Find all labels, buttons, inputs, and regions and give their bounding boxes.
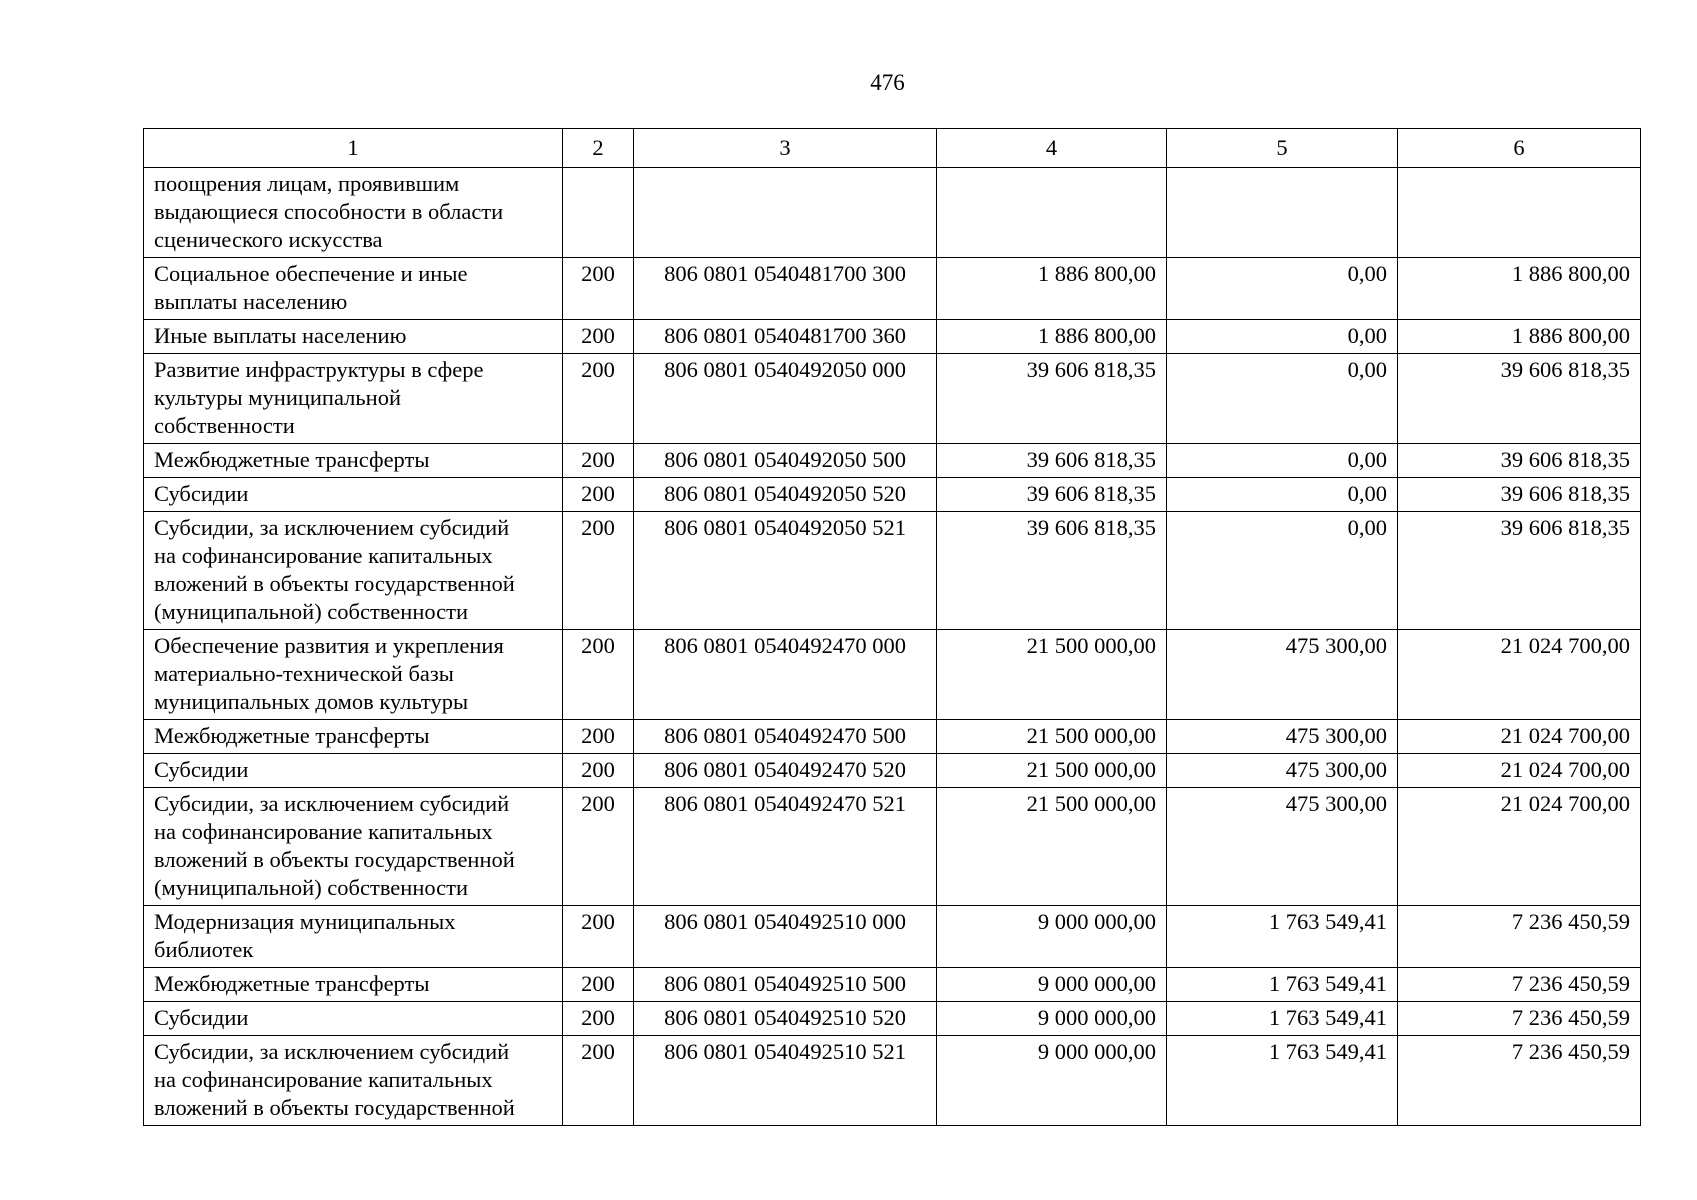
row-name-text: Межбюджетные трансферты bbox=[154, 723, 430, 748]
row-col2-cell bbox=[563, 168, 634, 258]
row-col2-text: 200 bbox=[581, 447, 615, 472]
row-amount-6-text: 21 024 700,00 bbox=[1500, 633, 1630, 658]
table-row bbox=[144, 968, 1641, 1002]
row-code-text: 806 0801 0540492510 500 bbox=[664, 971, 906, 996]
row-amount-5-text: 0,00 bbox=[1347, 515, 1387, 540]
row-amount-4-cell bbox=[937, 630, 1167, 720]
row-amount-6-cell bbox=[1398, 630, 1641, 720]
row-amount-5-cell bbox=[1167, 478, 1398, 512]
row-code-text: 806 0801 0540492510 521 bbox=[664, 1039, 906, 1064]
row-name-text: Межбюджетные трансферты bbox=[154, 447, 430, 472]
row-amount-4-text: 9 000 000,00 bbox=[1037, 1005, 1156, 1030]
row-col2-text: 200 bbox=[581, 757, 615, 782]
row-name-cell bbox=[144, 168, 563, 258]
row-amount-5-text: 0,00 bbox=[1347, 481, 1387, 506]
row-name-cell bbox=[144, 478, 563, 512]
row-amount-6-text: 7 236 450,59 bbox=[1511, 971, 1630, 996]
row-name-cell bbox=[144, 630, 563, 720]
row-col2-text: 200 bbox=[581, 791, 615, 816]
row-amount-4-cell bbox=[937, 168, 1167, 258]
row-code-text: 806 0801 0540492470 500 bbox=[664, 723, 906, 748]
row-name-text: Обеспечение развития и укрепления материально-технической базы муниципальных домов культуры bbox=[154, 633, 504, 714]
row-amount-4-text: 9 000 000,00 bbox=[1037, 1039, 1156, 1064]
row-amount-4-text: 39 606 818,35 bbox=[1026, 481, 1156, 506]
column-header-4: 4 bbox=[937, 129, 1167, 168]
row-amount-6-text: 1 886 800,00 bbox=[1511, 323, 1630, 348]
row-col2-cell bbox=[563, 788, 634, 906]
row-name-text: Субсидии, за исключением субсидий на софинансирование капитальных вложений в объекты государственной (муниципальной) собственности bbox=[154, 515, 515, 624]
row-name-cell bbox=[144, 444, 563, 478]
row-name-text: Межбюджетные трансферты bbox=[154, 971, 430, 996]
row-amount-6-text: 21 024 700,00 bbox=[1500, 757, 1630, 782]
table-body bbox=[144, 168, 1641, 1126]
table-row bbox=[144, 320, 1641, 354]
row-amount-5-text: 1 763 549,41 bbox=[1268, 1039, 1387, 1064]
column-header-6: 6 bbox=[1398, 129, 1641, 168]
row-amount-4-cell bbox=[937, 478, 1167, 512]
table-row bbox=[144, 478, 1641, 512]
row-amount-5-cell bbox=[1167, 320, 1398, 354]
header-row bbox=[144, 129, 1641, 168]
row-name-text: Субсидии bbox=[154, 481, 249, 506]
row-col2-text: 200 bbox=[581, 971, 615, 996]
row-name-cell bbox=[144, 754, 563, 788]
table-row bbox=[144, 630, 1641, 720]
column-header-5: 5 bbox=[1167, 129, 1398, 168]
row-col2-cell bbox=[563, 906, 634, 968]
row-col2-cell bbox=[563, 1036, 634, 1126]
row-amount-5-text: 475 300,00 bbox=[1285, 723, 1387, 748]
row-name-text: Развитие инфраструктуры в сфере культуры муниципальной собственности bbox=[154, 357, 484, 438]
row-amount-4-cell bbox=[937, 512, 1167, 630]
row-amount-4-cell bbox=[937, 444, 1167, 478]
row-amount-5-text: 0,00 bbox=[1347, 357, 1387, 382]
row-amount-4-text: 9 000 000,00 bbox=[1037, 971, 1156, 996]
row-amount-5-text: 475 300,00 bbox=[1285, 757, 1387, 782]
row-amount-6-cell bbox=[1398, 354, 1641, 444]
row-amount-5-text: 475 300,00 bbox=[1285, 633, 1387, 658]
row-code-cell bbox=[634, 258, 937, 320]
row-amount-5-cell bbox=[1167, 788, 1398, 906]
row-amount-5-cell bbox=[1167, 720, 1398, 754]
table-row bbox=[144, 754, 1641, 788]
table-row bbox=[144, 354, 1641, 444]
row-amount-5-cell bbox=[1167, 444, 1398, 478]
row-col2-text: 200 bbox=[581, 633, 615, 658]
row-col2-text: 200 bbox=[581, 515, 615, 540]
row-col2-text: 200 bbox=[581, 723, 615, 748]
column-header-1: 1 bbox=[144, 129, 563, 168]
table-row bbox=[144, 258, 1641, 320]
table-row bbox=[144, 168, 1641, 258]
row-code-text: 806 0801 0540492470 000 bbox=[664, 633, 906, 658]
row-amount-5-text: 1 763 549,41 bbox=[1268, 971, 1387, 996]
row-amount-5-cell bbox=[1167, 630, 1398, 720]
row-col2-text: 200 bbox=[581, 1039, 615, 1064]
row-col2-text: 200 bbox=[581, 323, 615, 348]
row-amount-5-cell bbox=[1167, 512, 1398, 630]
row-amount-5-cell bbox=[1167, 168, 1398, 258]
row-amount-4-text: 39 606 818,35 bbox=[1026, 357, 1156, 382]
row-amount-5-cell bbox=[1167, 754, 1398, 788]
row-amount-6-text: 7 236 450,59 bbox=[1511, 1005, 1630, 1030]
row-amount-6-text: 7 236 450,59 bbox=[1511, 909, 1630, 934]
table-row bbox=[144, 906, 1641, 968]
row-amount-5-text: 0,00 bbox=[1347, 261, 1387, 286]
row-code-cell bbox=[634, 720, 937, 754]
row-code-cell bbox=[634, 168, 937, 258]
row-amount-6-cell bbox=[1398, 720, 1641, 754]
row-amount-4-cell bbox=[937, 320, 1167, 354]
row-amount-6-cell bbox=[1398, 968, 1641, 1002]
row-name-text: Субсидии bbox=[154, 1005, 249, 1030]
row-amount-4-cell bbox=[937, 754, 1167, 788]
row-amount-5-text: 0,00 bbox=[1347, 447, 1387, 472]
row-col2-cell bbox=[563, 478, 634, 512]
row-code-text: 806 0801 0540492470 520 bbox=[664, 757, 906, 782]
row-amount-6-cell bbox=[1398, 906, 1641, 968]
row-name-text: поощрения лицам, проявившим выдающиеся способности в области сценического искусства bbox=[154, 171, 504, 252]
row-amount-5-text: 1 763 549,41 bbox=[1268, 909, 1387, 934]
row-amount-6-cell bbox=[1398, 512, 1641, 630]
row-amount-4-cell bbox=[937, 720, 1167, 754]
row-amount-6-cell bbox=[1398, 1002, 1641, 1036]
row-amount-5-cell bbox=[1167, 258, 1398, 320]
row-code-text: 806 0801 0540492470 521 bbox=[664, 791, 906, 816]
row-name-text: Субсидии, за исключением субсидий на софинансирование капитальных вложений в объекты государственной (муниципальной) собственности bbox=[154, 791, 515, 900]
row-name-cell bbox=[144, 788, 563, 906]
row-name-cell bbox=[144, 1036, 563, 1126]
row-name-cell bbox=[144, 258, 563, 320]
row-amount-6-cell bbox=[1398, 168, 1641, 258]
row-code-cell bbox=[634, 354, 937, 444]
row-code-text: 806 0801 0540481700 360 bbox=[664, 323, 906, 348]
row-code-text: 806 0801 0540492510 520 bbox=[664, 1005, 906, 1030]
row-amount-6-text: 7 236 450,59 bbox=[1511, 1039, 1630, 1064]
row-amount-6-cell bbox=[1398, 1036, 1641, 1126]
row-col2-cell bbox=[563, 630, 634, 720]
row-amount-6-cell bbox=[1398, 478, 1641, 512]
row-code-text: 806 0801 0540481700 300 bbox=[664, 261, 906, 286]
row-amount-4-cell bbox=[937, 258, 1167, 320]
row-amount-4-cell bbox=[937, 788, 1167, 906]
row-col2-cell bbox=[563, 320, 634, 354]
row-amount-4-text: 39 606 818,35 bbox=[1026, 447, 1156, 472]
row-amount-6-text: 1 886 800,00 bbox=[1511, 261, 1630, 286]
row-amount-4-text: 21 500 000,00 bbox=[1026, 791, 1156, 816]
row-code-text: 806 0801 0540492050 500 bbox=[664, 447, 906, 472]
row-code-cell bbox=[634, 630, 937, 720]
row-col2-cell bbox=[563, 444, 634, 478]
row-col2-text: 200 bbox=[581, 909, 615, 934]
table-row bbox=[144, 512, 1641, 630]
row-name-cell bbox=[144, 354, 563, 444]
row-amount-5-text: 475 300,00 bbox=[1285, 791, 1387, 816]
row-amount-6-text: 39 606 818,35 bbox=[1500, 515, 1630, 540]
row-name-cell bbox=[144, 906, 563, 968]
row-code-cell bbox=[634, 512, 937, 630]
row-name-cell bbox=[144, 1002, 563, 1036]
table-row bbox=[144, 1036, 1641, 1126]
row-amount-4-text: 1 886 800,00 bbox=[1037, 323, 1156, 348]
row-amount-4-cell bbox=[937, 968, 1167, 1002]
row-col2-cell bbox=[563, 1002, 634, 1036]
row-amount-6-cell bbox=[1398, 788, 1641, 906]
row-name-cell bbox=[144, 720, 563, 754]
row-amount-6-text: 21 024 700,00 bbox=[1500, 791, 1630, 816]
row-amount-6-text: 39 606 818,35 bbox=[1500, 357, 1630, 382]
row-amount-5-text: 0,00 bbox=[1347, 323, 1387, 348]
row-col2-text: 200 bbox=[581, 261, 615, 286]
column-header-2: 2 bbox=[563, 129, 634, 168]
row-col2-cell bbox=[563, 258, 634, 320]
row-amount-6-cell bbox=[1398, 444, 1641, 478]
row-amount-6-text: 39 606 818,35 bbox=[1500, 447, 1630, 472]
row-name-cell bbox=[144, 320, 563, 354]
row-col2-text: 200 bbox=[581, 481, 615, 506]
row-amount-6-cell bbox=[1398, 754, 1641, 788]
row-amount-4-text: 9 000 000,00 bbox=[1037, 909, 1156, 934]
row-amount-4-cell bbox=[937, 1002, 1167, 1036]
row-amount-5-cell bbox=[1167, 906, 1398, 968]
table-row bbox=[144, 1002, 1641, 1036]
row-code-cell bbox=[634, 1002, 937, 1036]
row-amount-5-cell bbox=[1167, 1036, 1398, 1126]
table-row bbox=[144, 444, 1641, 478]
row-code-cell bbox=[634, 444, 937, 478]
row-col2-cell bbox=[563, 754, 634, 788]
row-amount-4-cell bbox=[937, 354, 1167, 444]
row-amount-6-text: 21 024 700,00 bbox=[1500, 723, 1630, 748]
row-code-cell bbox=[634, 968, 937, 1002]
row-code-text: 806 0801 0540492050 000 bbox=[664, 357, 906, 382]
row-col2-cell bbox=[563, 720, 634, 754]
row-code-cell bbox=[634, 478, 937, 512]
row-code-text: 806 0801 0540492050 520 bbox=[664, 481, 906, 506]
row-name-text: Иные выплаты населению bbox=[154, 323, 407, 348]
row-code-cell bbox=[634, 1036, 937, 1126]
row-amount-5-cell bbox=[1167, 1002, 1398, 1036]
row-code-cell bbox=[634, 788, 937, 906]
row-amount-4-cell bbox=[937, 1036, 1167, 1126]
row-amount-4-text: 21 500 000,00 bbox=[1026, 723, 1156, 748]
row-amount-6-cell bbox=[1398, 258, 1641, 320]
row-col2-cell bbox=[563, 354, 634, 444]
row-col2-text: 200 bbox=[581, 1005, 615, 1030]
row-amount-6-text: 39 606 818,35 bbox=[1500, 481, 1630, 506]
row-amount-4-text: 21 500 000,00 bbox=[1026, 633, 1156, 658]
table-row bbox=[144, 788, 1641, 906]
page-number: 476 bbox=[870, 70, 905, 95]
row-amount-4-text: 1 886 800,00 bbox=[1037, 261, 1156, 286]
row-name-cell bbox=[144, 968, 563, 1002]
row-name-cell bbox=[144, 512, 563, 630]
table-header bbox=[144, 129, 1641, 168]
table-row bbox=[144, 720, 1641, 754]
row-amount-4-text: 21 500 000,00 bbox=[1026, 757, 1156, 782]
row-col2-text: 200 bbox=[581, 357, 615, 382]
row-amount-5-cell bbox=[1167, 968, 1398, 1002]
row-name-text: Субсидии bbox=[154, 757, 249, 782]
row-code-text: 806 0801 0540492510 000 bbox=[664, 909, 906, 934]
row-name-text: Модернизация муниципальных библиотек bbox=[154, 909, 456, 962]
row-name-text: Социальное обеспечение и иные выплаты населению bbox=[154, 261, 468, 314]
row-amount-4-cell bbox=[937, 906, 1167, 968]
row-col2-cell bbox=[563, 512, 634, 630]
row-code-cell bbox=[634, 754, 937, 788]
column-header-3: 3 bbox=[634, 129, 937, 168]
row-col2-cell bbox=[563, 968, 634, 1002]
row-amount-4-text: 39 606 818,35 bbox=[1026, 515, 1156, 540]
row-amount-6-cell bbox=[1398, 320, 1641, 354]
budget-table bbox=[143, 128, 1641, 1126]
row-amount-5-text: 1 763 549,41 bbox=[1268, 1005, 1387, 1030]
row-code-cell bbox=[634, 320, 937, 354]
row-amount-5-cell bbox=[1167, 354, 1398, 444]
row-code-text: 806 0801 0540492050 521 bbox=[664, 515, 906, 540]
row-name-text: Субсидии, за исключением субсидий на софинансирование капитальных вложений в объекты государственной bbox=[154, 1039, 515, 1120]
row-code-cell bbox=[634, 906, 937, 968]
